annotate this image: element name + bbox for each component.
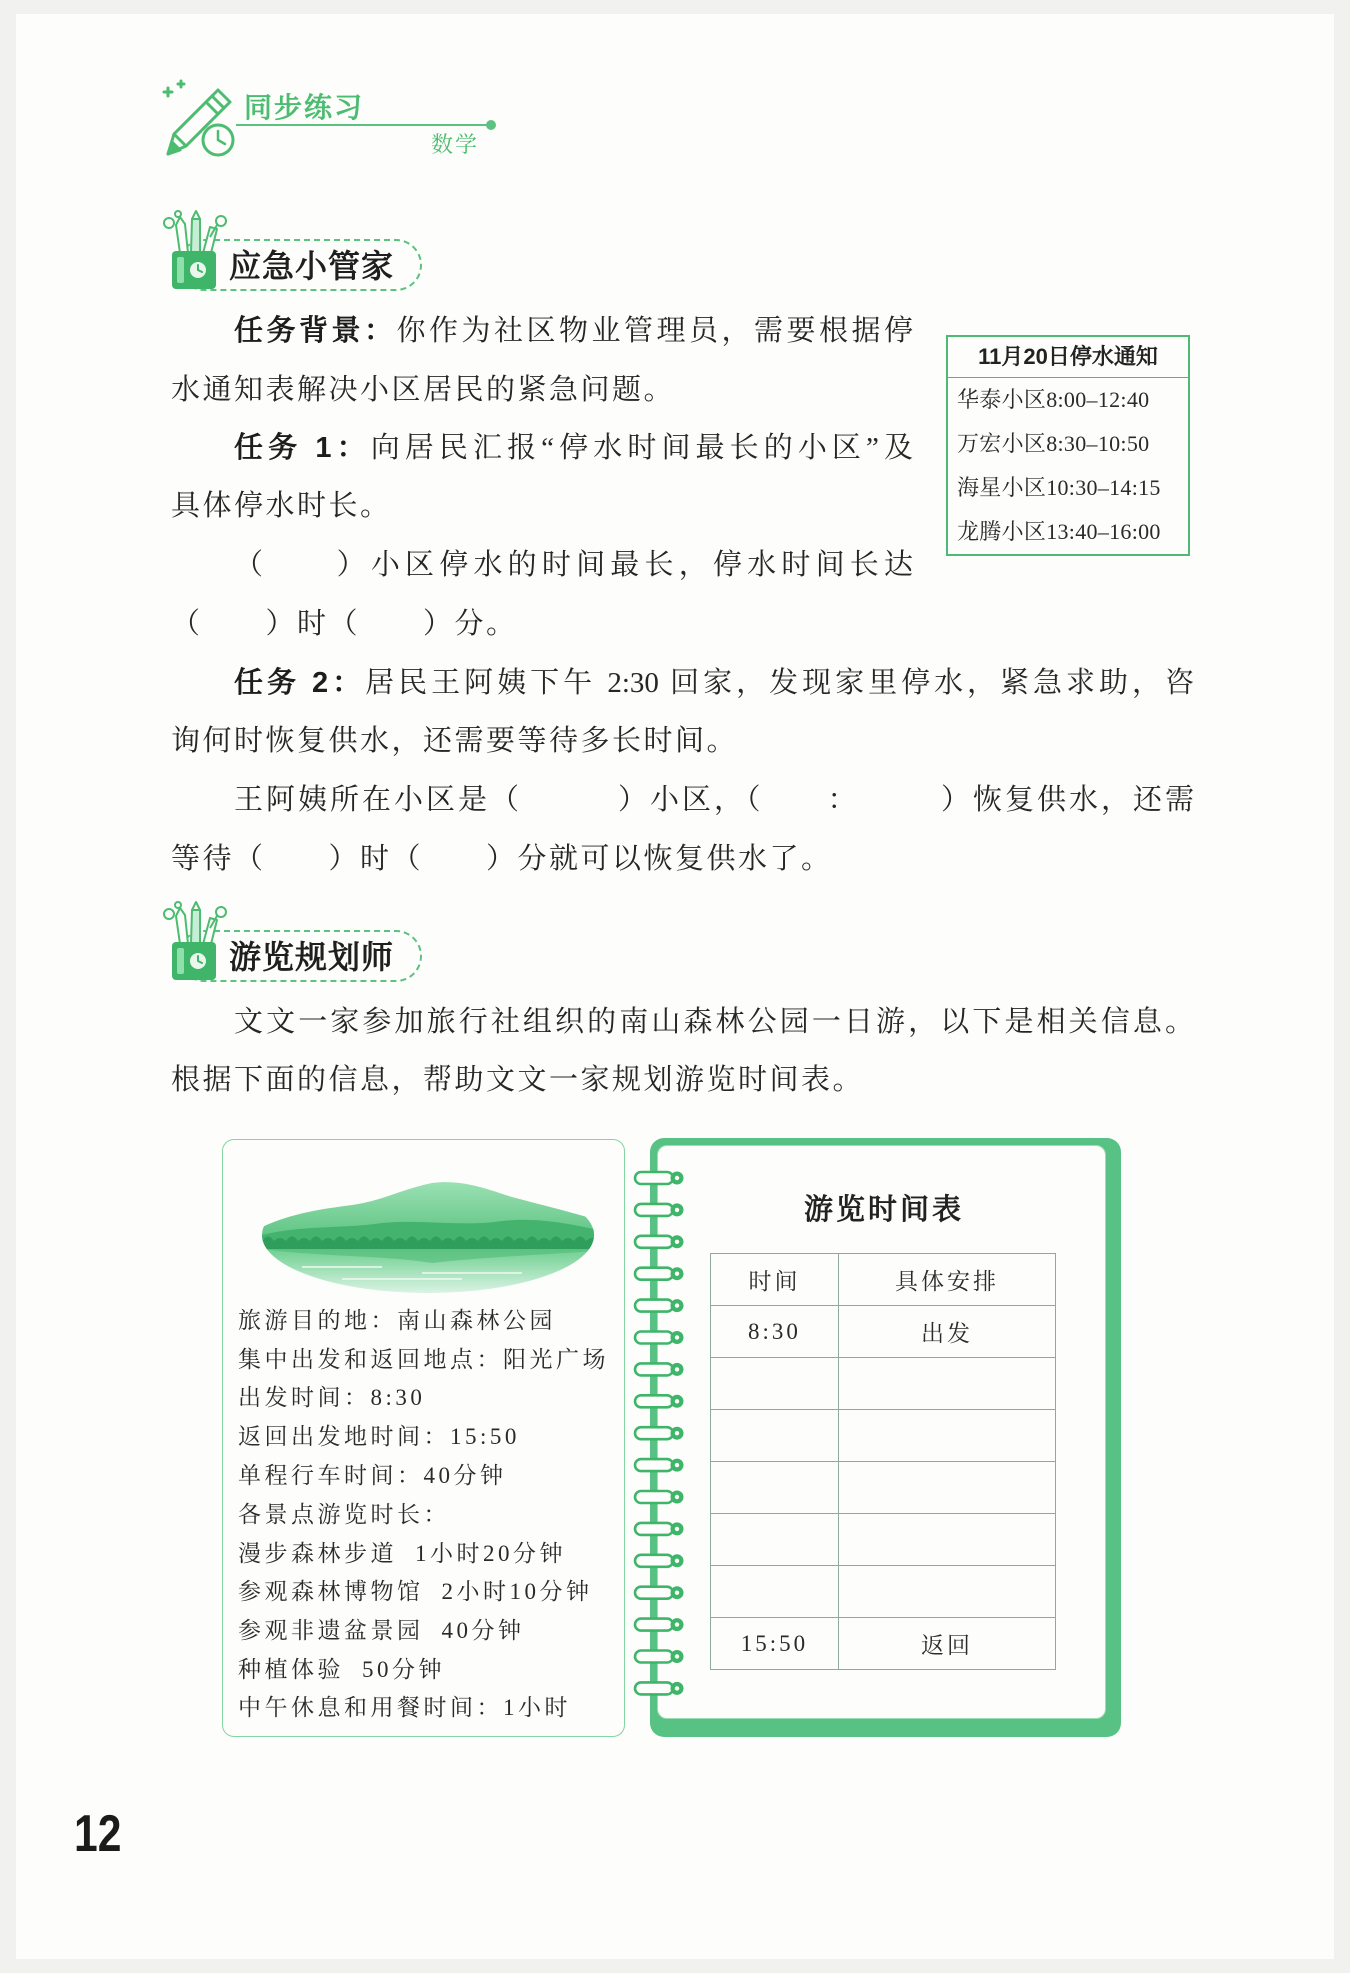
spiral-ring	[635, 1491, 684, 1504]
schedule-time-cell: 15:50	[711, 1618, 839, 1670]
schedule-activity-cell: 出发	[839, 1306, 1056, 1358]
pencil-cup-icon	[160, 898, 232, 982]
spiral-ring-highlight	[675, 1303, 679, 1307]
schedule-time-cell	[711, 1462, 839, 1514]
task1-answer-line-1: （ ）小区停水的时间最长，停水时间长达	[234, 549, 913, 581]
spiral-ring	[635, 1172, 684, 1185]
schedule-activity-cell	[839, 1410, 1056, 1462]
background-line-1	[234, 309, 913, 353]
pencil-clock-logo-icon	[158, 78, 242, 162]
schedule-row-blank	[711, 1514, 1056, 1566]
spiral-ring-wire	[635, 1491, 673, 1503]
spiral-ring-wire	[635, 1619, 673, 1631]
task1-line-2: 具体停水时长。	[171, 490, 392, 522]
background-line-2: 水通知表解决小区居民的紧急问题。	[171, 374, 676, 406]
spiral-ring	[635, 1267, 684, 1280]
schedule-title: 游览时间表	[803, 1194, 964, 1226]
schedule-row-blank	[711, 1566, 1056, 1618]
attraction-name: 参观森林博物馆	[238, 1579, 424, 1604]
notice-row: 海星小区10:30–14:15	[957, 475, 1161, 500]
schedule-time-cell	[711, 1514, 839, 1566]
section2-title: 游览规划师	[229, 939, 395, 975]
spiral-ring-highlight	[675, 1208, 679, 1212]
attraction-duration: 1小时20分钟	[415, 1541, 566, 1566]
spiral-ring-highlight	[675, 1431, 679, 1435]
forest-lake-landscape-image	[262, 1175, 594, 1294]
task1-label: 任务 1：	[234, 432, 371, 464]
notice-title: 11月20日停水通知	[948, 337, 1188, 378]
schedule-activity-cell: 返回	[839, 1618, 1056, 1670]
schedule-time-cell	[711, 1566, 839, 1618]
spiral-ring-wire	[635, 1651, 673, 1663]
info-return-time: 返回出发地时间：15:50	[238, 1424, 520, 1449]
spiral-ring	[635, 1586, 684, 1599]
spiral-ring-wire	[635, 1587, 673, 1599]
series-title: 同步练习	[244, 92, 365, 123]
spiral-ring	[635, 1650, 684, 1663]
attraction-item	[238, 1612, 525, 1650]
schedule-row-blank	[711, 1358, 1056, 1410]
schedule-header-activity: 具体安排	[839, 1254, 1056, 1306]
task2-line-1	[234, 661, 1194, 705]
spiral-ring-highlight	[675, 1527, 679, 1531]
spiral-ring	[635, 1682, 684, 1695]
spiral-ring-wire	[635, 1363, 673, 1375]
spiral-ring-highlight	[675, 1399, 679, 1403]
schedule-activity-cell	[839, 1358, 1056, 1410]
schedule-table	[710, 1253, 1056, 1670]
task2-label: 任务 2：	[234, 667, 366, 699]
task2-answer-line-2: 等待（ ）时（ ）分就可以恢复供水了。	[171, 843, 833, 875]
schedule-row-blank	[711, 1462, 1056, 1514]
info-drive-time: 单程行车时间：40分钟	[238, 1463, 507, 1488]
info-lunch-break: 中午休息和用餐时间：1小时	[238, 1695, 571, 1720]
intro-line-2: 根据下面的信息，帮助文文一家规划游览时间表。	[171, 1064, 865, 1096]
page-number: 12	[74, 1805, 122, 1863]
schedule-time-cell: 8:30	[711, 1306, 839, 1358]
spiral-ring-highlight	[675, 1272, 679, 1276]
attraction-item	[238, 1573, 593, 1611]
water-outage-notice	[946, 335, 1190, 556]
schedule-time-cell	[711, 1358, 839, 1410]
spiral-ring	[635, 1522, 684, 1535]
spiral-ring	[635, 1554, 684, 1567]
spiral-ring	[635, 1363, 684, 1376]
notice-row: 龙腾小区13:40–16:00	[957, 519, 1161, 544]
schedule-row	[711, 1618, 1056, 1670]
notice-row: 华泰小区8:00–12:40	[957, 387, 1150, 412]
info-meeting-point: 集中出发和返回地点：阳光广场	[238, 1347, 609, 1372]
header-rule-dot	[486, 120, 496, 130]
spiral-ring	[635, 1395, 684, 1408]
schedule-activity-cell	[839, 1566, 1056, 1618]
spiral-ring-highlight	[675, 1495, 679, 1499]
schedule-header-row	[711, 1254, 1056, 1306]
spiral-ring-highlight	[675, 1622, 679, 1626]
attraction-duration: 40分钟	[441, 1618, 525, 1643]
background-text-1: 你作为社区物业管理员，需要根据停	[396, 315, 913, 347]
spiral-ring-highlight	[675, 1654, 679, 1658]
notice-row: 万宏小区8:30–10:50	[957, 431, 1150, 456]
schedule-activity-cell	[839, 1462, 1056, 1514]
spiral-ring	[635, 1459, 684, 1472]
spiral-ring-highlight	[675, 1176, 679, 1180]
info-attractions-heading: 各景点游览时长：	[238, 1502, 450, 1527]
spiral-ring	[635, 1299, 684, 1312]
spiral-ring-highlight	[675, 1591, 679, 1595]
spiral-ring-wire	[635, 1427, 673, 1439]
schedule-time-cell	[711, 1410, 839, 1462]
info-destination: 旅游目的地：南山森林公园	[238, 1308, 556, 1333]
schedule-header-time: 时间	[711, 1254, 839, 1306]
task1-line-1	[234, 426, 913, 470]
spiral-ring-wire	[635, 1236, 673, 1248]
section1-title: 应急小管家	[229, 248, 395, 284]
info-departure-time: 出发时间：8:30	[238, 1385, 426, 1410]
spiral-ring-highlight	[675, 1686, 679, 1690]
spiral-ring-wire	[635, 1332, 673, 1344]
attraction-name: 参观非遗盆景园	[238, 1618, 424, 1643]
spiral-ring-wire	[635, 1523, 673, 1535]
spiral-ring-wire	[635, 1395, 673, 1407]
subject-label: 数学	[431, 132, 480, 157]
attraction-duration: 2小时10分钟	[441, 1579, 593, 1604]
spiral-ring	[635, 1203, 684, 1216]
spiral-ring-highlight	[675, 1463, 679, 1467]
attraction-name: 漫步森林步道	[238, 1541, 397, 1566]
task1-answer-line-2: （ ）时（ ）分。	[171, 608, 518, 640]
spiral-ring-wire	[635, 1459, 673, 1471]
spiral-ring-highlight	[675, 1559, 679, 1563]
task2-line-2: 询何时恢复供水，还需要等待多长时间。	[171, 725, 739, 757]
spiral-ring-wire	[635, 1268, 673, 1280]
spiral-ring-wire	[635, 1555, 673, 1567]
spiral-ring-wire	[635, 1682, 673, 1694]
intro-line-1: 文文一家参加旅行社组织的南山森林公园一日游，以下是相关信息。	[234, 1006, 1194, 1038]
task2-answer-line-1: 王阿姨所在小区是（ ）小区，（ ： ）恢复供水，还需	[234, 784, 1194, 816]
schedule-row-blank	[711, 1410, 1056, 1462]
attraction-duration: 50分钟	[362, 1657, 445, 1682]
spiral-ring	[635, 1235, 684, 1248]
spiral-ring-wire	[635, 1172, 673, 1184]
header-rule	[236, 124, 490, 126]
spiral-ring	[635, 1331, 684, 1344]
background-label: 任务背景：	[234, 315, 397, 347]
spiral-ring	[635, 1618, 684, 1631]
spiral-ring-wire	[635, 1300, 673, 1312]
pencil-cup-icon	[160, 207, 232, 291]
spiral-ring-highlight	[675, 1335, 679, 1339]
task1-text-1: 向居民汇报“停水时间最长的小区”及	[370, 432, 914, 464]
schedule-row	[711, 1306, 1056, 1358]
attraction-name: 种植体验	[238, 1657, 344, 1682]
attraction-item	[238, 1535, 566, 1573]
spiral-ring-highlight	[675, 1240, 679, 1244]
spiral-ring-highlight	[675, 1367, 679, 1371]
spiral-binding	[632, 1168, 690, 1698]
task2-text-1: 居民王阿姨下午 2:30 回家，发现家里停水，紧急求助，咨	[365, 667, 1195, 699]
schedule-activity-cell	[839, 1514, 1056, 1566]
spiral-ring-wire	[635, 1204, 673, 1216]
spiral-ring	[635, 1427, 684, 1440]
attraction-item	[238, 1651, 445, 1689]
